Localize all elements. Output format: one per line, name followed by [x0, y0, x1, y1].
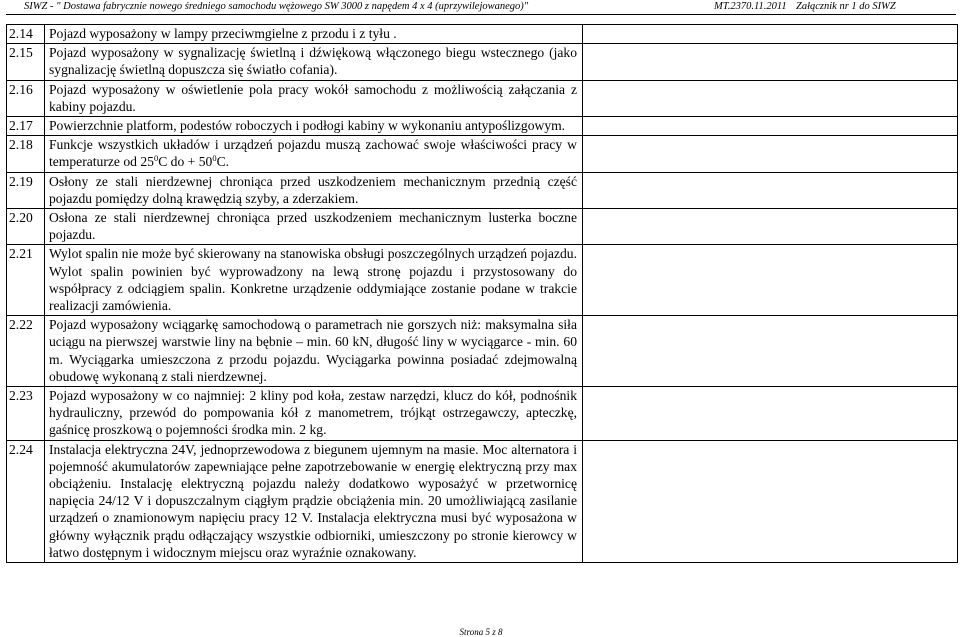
response-cell[interactable]: [583, 316, 958, 387]
item-text: [45, 136, 583, 172]
item-number: 2.18: [7, 136, 45, 172]
item-text: Instalacja elektryczna 24V, jednoprzewodowa z biegunem ujemnym na masie. Moc alternatora i pojemność akumulatorów zapewniające pełne zapotrzebowanie w energię elektryczną przy max obciążeniu. Instalację elektryczną pojazdu należy dodatkowo wyposażyć w przetwornicę napięcia 24/12 V i dopuszczalnym ciągłym prądzie obciążenia min. 20 umożliwiającą zasilanie urządzeń o znamionowym napięciu pracy 12 V. Instalacja elektryczna musi być wyposażona w główny wyłącznik prądu odłączający wszystkie odbiorniki, umieszczony po stronie kierowcy w łatwo dostępnym i widocznym miejscu oraz wyraźnie oznakowany.: [45, 440, 583, 562]
page-footer: [0, 627, 960, 637]
item-number: 2.14: [7, 25, 45, 44]
response-cell[interactable]: [583, 209, 958, 245]
item-text: Pojazd wyposażony w lampy przeciwmgielne z przodu i z tyłu .: [45, 25, 583, 44]
response-cell[interactable]: [583, 80, 958, 116]
table-row: [7, 117, 958, 136]
item-number: 2.23: [7, 387, 45, 441]
table-row: [7, 172, 958, 208]
response-cell[interactable]: [583, 440, 958, 562]
item-number: 2.22: [7, 316, 45, 387]
item-number: 2.16: [7, 80, 45, 116]
page-number: Strona 5 z 8: [459, 627, 503, 637]
item-number: 2.21: [7, 245, 45, 316]
table-row: [7, 316, 958, 387]
table-row: [7, 440, 958, 562]
response-cell[interactable]: [583, 387, 958, 441]
item-text-part: C do + 50: [158, 154, 213, 170]
table-row: [7, 44, 958, 80]
item-text: Pojazd wyposażony wciągarkę samochodową o parametrach nie gorszych niż: maksymalna siła uciągu na pierwszej warstwie liny na bębnie – min. 60 kN, długość liny w wyciągarce - min. 60 m. Wyciągarka umieszczona z przodu pojazdu. Wyciągarka powinna posiadać zdejmowalną obudowę wykonaną z stali nierdzewnej.: [45, 316, 583, 387]
response-cell[interactable]: [583, 136, 958, 172]
table-row: [7, 245, 958, 316]
table-row: [7, 209, 958, 245]
item-text-part: Funkcje wszystkich układów i urządzeń pojazdu muszą zachować swoje właściwości pracy w temperaturze od 25: [49, 137, 577, 170]
degree-superscript: 0: [212, 153, 217, 164]
table-row: [7, 80, 958, 116]
item-number: 2.15: [7, 44, 45, 80]
response-cell[interactable]: [583, 117, 958, 136]
table-row: [7, 25, 958, 44]
item-text: Pojazd wyposażony w oświetlenie pola pracy wokół samochodu z możliwością załączania z kabiny pojazdu.: [45, 80, 583, 116]
page-header: [6, 0, 956, 15]
response-cell[interactable]: [583, 245, 958, 316]
response-cell[interactable]: [583, 172, 958, 208]
item-number: 2.20: [7, 209, 45, 245]
table-row: [7, 387, 958, 441]
item-number: 2.19: [7, 172, 45, 208]
item-number: 2.24: [7, 440, 45, 562]
degree-superscript: 0: [153, 153, 159, 164]
item-text: Osłony ze stali nierdzewnej chroniąca przed uszkodzeniem mechanicznym przednią część pojazdu pomiędzy dolną krawędzią szyby, a zderzakiem.: [45, 172, 583, 208]
item-text: Powierzchnie platform, podestów roboczych i podłogi kabiny w wykonaniu antypoślizgowym.: [45, 117, 583, 136]
item-text-part: C.: [216, 154, 230, 170]
item-text: Osłona ze stali nierdzewnej chroniąca przed uszkodzeniem mechanicznym lusterka boczne pojazdu.: [45, 209, 583, 245]
header-reference: MT.2370.11.2011: [714, 1, 787, 12]
item-text: Pojazd wyposażony w sygnalizację świetlną i dźwiękową włączonego biegu wstecznego (jako sygnalizację świetlną dopuszcza się światło cofania).: [45, 44, 583, 80]
item-number: 2.17: [7, 117, 45, 136]
response-cell[interactable]: [583, 44, 958, 80]
table-row: [7, 136, 958, 172]
response-cell[interactable]: [583, 25, 958, 44]
specification-table: [6, 24, 958, 563]
header-title: SIWZ - " Dostawa fabrycznie nowego średniego samochodu wężowego SW 3000 z napędem 4 x 4 (uprzywilejowanego)": [24, 1, 529, 12]
item-text: Wylot spalin nie może być skierowany na stanowiska obsługi poszczególnych urządzeń pojazdu. Wylot spalin powinien być wyprowadzony na lewą stronę pojazdu i przystosowany do współpracy z odciągiem spalin. Konkretne urządzenie oddymiające zostanie podane w trakcie realizacji zamówienia.: [45, 245, 583, 316]
item-text: Pojazd wyposażony w co najmniej: 2 kliny pod koła, zestaw narzędzi, klucz do kół, podnośnik hydrauliczny, przewód do pompowania kół z manometrem, trójkąt ostrzegawczy, apteczkę, gaśnicę proszkową o pojemności środka min. 2 kg.: [45, 387, 583, 441]
header-attachment: Załącznik nr 1 do SIWZ: [796, 1, 896, 12]
